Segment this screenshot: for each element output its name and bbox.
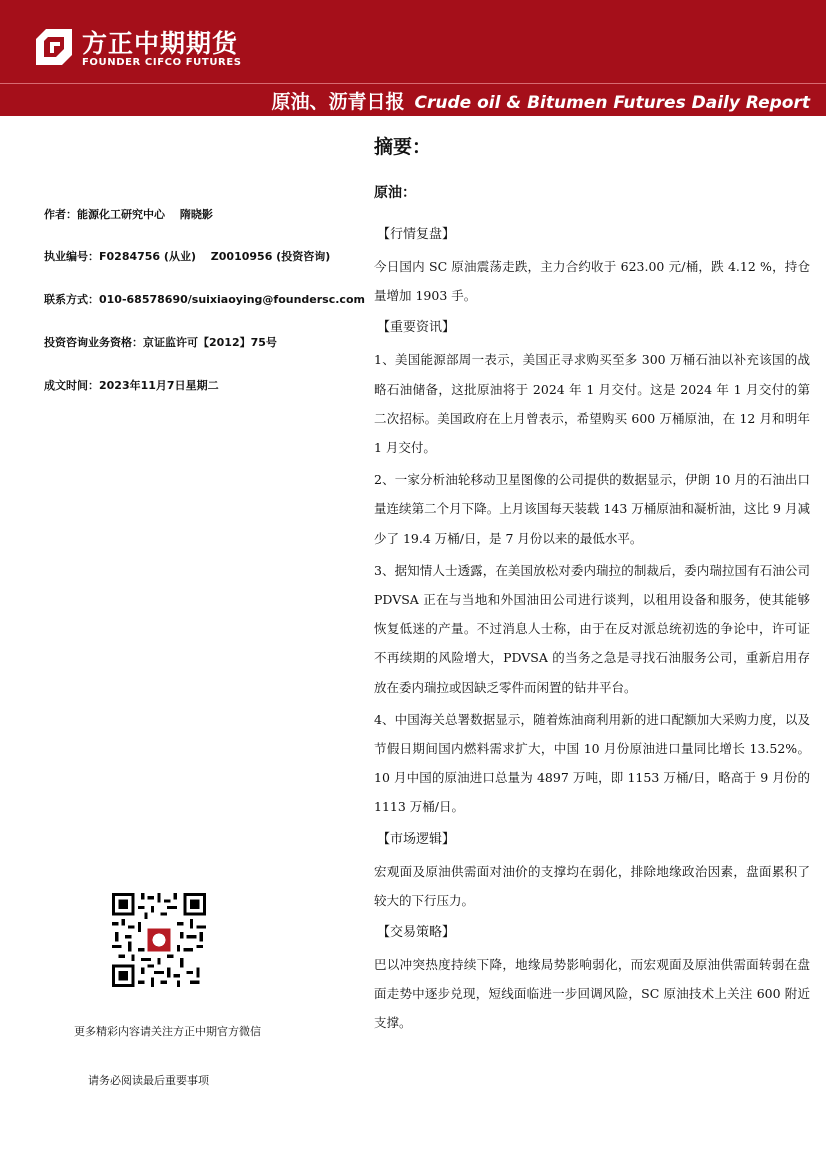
- report-title-en: Crude oil & Bitumen Futures Daily Report: [414, 93, 810, 113]
- qualification-line: 投资咨询业务资格：京证监许可【2012】75号: [44, 336, 277, 349]
- author-sidebar: [0, 116, 365, 1169]
- report-header: [0, 0, 826, 116]
- wechat-qr-code-icon: [112, 893, 206, 987]
- market-logic-heading: 【市场逻辑】: [377, 831, 456, 847]
- brand-name-cn: 方正中期期货: [82, 29, 239, 58]
- founder-logo-icon: [34, 27, 74, 67]
- market-logic-paragraph: 宏观面及原油供需面对油价的支撑均在弱化，排除地缘政治因素，盘面累积了较大的下行压力。: [374, 863, 810, 908]
- license-line: 执业编号：F0284756 (从业) Z0010956 (投资咨询): [44, 250, 331, 263]
- author-line: 作者：能源化工研究中心 隋晓影: [44, 208, 213, 221]
- news-item-3: 3、据知情人士透露，在美国放松对委内瑞拉的制裁后，委内瑞拉国有石油公司 PDVSA 正在与当地和外国油田公司进行谈判，以租用设备和服务，使其能够恢复低迷的产量。不过消息人士称，由于在反对派总统初选的争论中，许可证不再续期的风险增大，PDVSA 的当务之急是寻找石油服务公司，重新启用存放在委内瑞拉或因缺乏零件而闲置的钻井平台。: [374, 562, 810, 695]
- contact-line: 联系方式：010-68578690/suixiaoying@foundersc.com: [44, 293, 365, 306]
- crude-oil-section: [374, 220, 810, 1041]
- market-review-paragraph: 今日国内 SC 原油震荡走跌，主力合约收于 623.00 元/桶，跌 4.12 %，持仓量增加 1903 手。: [374, 259, 810, 304]
- news-item-4: 4、中国海关总署数据显示，随着炼油商利用新的进口配额加大采购力度，以及节假日期间国内燃料需求扩大，中国 10 月份原油进口量同比增长 13.52%。10 月中国的原油进口总量为 4897 万吨，即 1153 万桶/日，略高于 9 月份的 1113 万桶/日。: [374, 711, 810, 815]
- brand-name-en: FOUNDER CIFCO FUTURES: [82, 57, 242, 68]
- header-divider: [0, 83, 826, 84]
- trading-strategy-paragraph: 巴以冲突热度持续下降，地缘局势影响弱化，而宏观面及原油供需面转弱在盘面走势中逐步兑现，短线面临进一步回调风险，SC 原油技术上关注 600 附近支撑。: [374, 957, 810, 1031]
- report-title: [271, 87, 810, 114]
- date-line: 成文时间：2023年11月7日星期二: [44, 379, 219, 392]
- wechat-follow-note: 更多精彩内容请关注方正中期官方微信: [74, 1025, 261, 1038]
- summary-heading: 摘要：: [374, 136, 432, 158]
- crude-oil-heading: 原油：: [374, 185, 416, 201]
- news-item-2: 2、一家分析油轮移动卫星图像的公司提供的数据显示，伊朗 10 月的石油出口量连续第二个月下降。上月该国每天装载 143 万桶原油和凝析油，这比 9 月减少了 19.4 万桶/日，是 7 月份以来的最低水平。: [374, 472, 810, 546]
- news-item-1: 1、美国能源部周一表示，美国正寻求购买至多 300 万桶石油以补充该国的战略石油储备，这批原油将于 2024 年 1 月交付。这是 2024 年 1 月交付的第二次招标。美国政府在上月曾表示，希望购买 600 万桶原油，在 12 月和明年 1 月交付。: [374, 352, 810, 456]
- news-heading: 【重要资讯】: [377, 320, 456, 336]
- trading-strategy-heading: 【交易策略】: [377, 925, 456, 941]
- report-title-cn: 原油、沥青日报: [271, 91, 405, 113]
- market-review-heading: 【行情复盘】: [377, 227, 456, 242]
- disclaimer-note: 请务必阅读最后重要事项: [88, 1074, 209, 1087]
